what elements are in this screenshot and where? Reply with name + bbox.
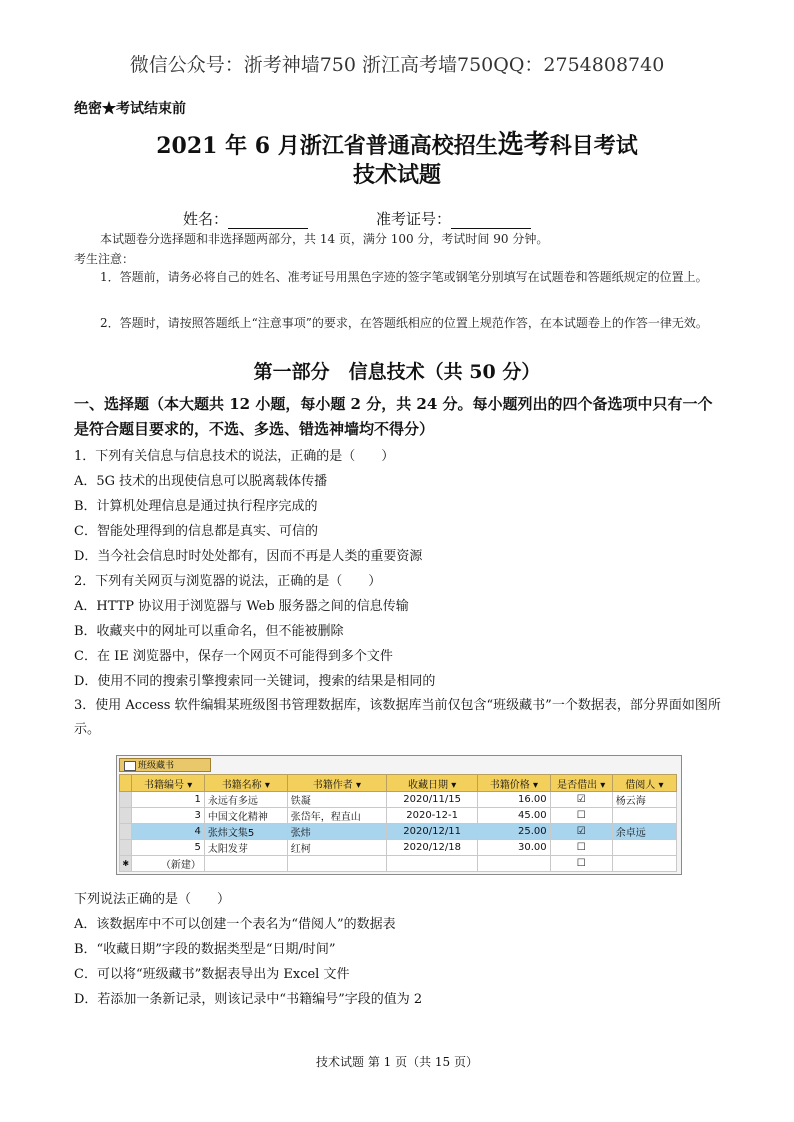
id-field: [376, 208, 531, 229]
column-header: 收藏日期 ▾: [387, 775, 478, 792]
cell-date: 2020/12/11: [387, 824, 478, 840]
table-row-selected: [120, 824, 677, 840]
title-part-a: 2021 年 6 月浙江省普通高校招生: [156, 133, 498, 159]
notice-item-1: 1．答题前，请务必将自己的姓名、准考证号用黑色字迹的签字笔或钢笔分别填写在试题卷和答题纸规定的位置上。: [100, 270, 708, 284]
cell-empty: [612, 856, 676, 872]
q3-option-b: B．“收藏日期”字段的数据类型是“日期/时间”: [74, 942, 336, 957]
table-icon: [124, 761, 136, 771]
cell-author: 红柯: [287, 840, 386, 856]
q2-option-d: D．使用不同的搜索引擎搜索同一关键词，搜索的结果是相同的: [74, 674, 436, 689]
cell-date: 2020-12-1: [387, 808, 478, 824]
part-title: 第一部分 信息技术（共 50 分）: [253, 361, 541, 383]
row-selector: [120, 808, 132, 824]
cell-price: 16.00: [478, 792, 550, 808]
cell-empty: [387, 856, 478, 872]
cell-author: 铁凝: [287, 792, 386, 808]
q3-option-c: C．可以将“班级藏书”数据表导出为 Excel 文件: [74, 967, 350, 982]
id-blank: [451, 214, 531, 229]
exam-subtitle: 技术试题: [352, 162, 441, 188]
table-tab-label: 班级藏书: [138, 761, 175, 771]
new-record-label: （新建）: [132, 856, 204, 872]
cell-name: 中国文化精神: [204, 808, 287, 824]
corner-cell: [120, 775, 132, 792]
name-blank: [228, 214, 308, 229]
cell-author: 张炜: [287, 824, 386, 840]
cell-date: 2020/12/18: [387, 840, 478, 856]
cell-borrower: 余卓远: [612, 824, 676, 840]
cell-id: 3: [132, 808, 204, 824]
row-selector: [120, 792, 132, 808]
cell-id: 1: [132, 792, 204, 808]
cell-borrower: [612, 808, 676, 824]
q2-option-c: C．在 IE 浏览器中，保存一个网页不可能得到多个文件: [74, 649, 393, 664]
title-part-b: 选考: [497, 130, 550, 160]
cell-borrower: 杨云海: [612, 792, 676, 808]
cell-lent-checkbox: ☐: [550, 840, 612, 856]
title-part-c: 科目考试: [549, 133, 638, 159]
cell-price: 25.00: [478, 824, 550, 840]
q3-followup: 下列说法正确的是（ ）: [74, 892, 231, 907]
watermark-text: 微信公众号：浙考神墙750 浙江高考墙750QQ：2754808740: [129, 54, 665, 76]
new-record-row: [120, 856, 677, 872]
row-selector: [120, 840, 132, 856]
page-footer: 技术试题 第 1 页（共 15 页）: [316, 1055, 478, 1069]
cell-id: 4: [132, 824, 204, 840]
cell-author: 张岱年，程直山: [287, 808, 386, 824]
cell-borrower: [612, 840, 676, 856]
id-label: 准考证号：: [376, 210, 452, 228]
access-table-screenshot: [116, 755, 682, 875]
exam-title: [0, 124, 794, 161]
q3-stem: 3．使用 Access 软件编辑某班级图书管理数据库，该数据库当前仅包含“班级藏书”一个数据表，部分界面如图所示。: [74, 698, 721, 737]
q3-option-a: A．该数据库中不可以创建一个表名为“借阅人”的数据表: [74, 917, 396, 932]
column-header: 书籍价格 ▾: [478, 775, 550, 792]
notice-item-2: 2．答题时，请按照答题纸上“注意事项”的要求，在答题纸相应的位置上规范作答，在本试题卷上的作答一律无效。: [100, 316, 708, 330]
q2-option-a: A．HTTP 协议用于浏览器与 Web 服务器之间的信息传输: [74, 599, 409, 614]
new-row-marker: ✱: [120, 856, 132, 872]
table-row: [120, 840, 677, 856]
section-title: 一、选择题（本大题共 12 小题，每小题 2 分，共 24 分。每小题列出的四个备选项中只有一个是符合题目要求的，不选、多选、错选神墙均不得分）: [74, 395, 713, 438]
cell-name: 永远有多远: [204, 792, 287, 808]
name-field: [183, 208, 308, 229]
cell-empty: [204, 856, 287, 872]
q1-option-a: A．5G 技术的出现使信息可以脱离载体传播: [74, 474, 328, 489]
q1-option-b: B．计算机处理信息是通过执行程序完成的: [74, 499, 318, 514]
notice-title: 考生注意：: [74, 252, 135, 266]
name-label: 姓名：: [183, 210, 229, 228]
intro-text: 本试题卷分选择题和非选择题两部分，共 14 页，满分 100 分，考试时间 90 分钟。: [100, 232, 549, 246]
cell-lent-checkbox: ☐: [550, 808, 612, 824]
row-selector: [120, 824, 132, 840]
table-row: [120, 808, 677, 824]
q2-option-b: B．收藏夹中的网址可以重命名，但不能被删除: [74, 624, 344, 639]
cell-date: 2020/11/15: [387, 792, 478, 808]
column-header: 书籍作者 ▾: [287, 775, 386, 792]
q3-option-d: D．若添加一条新记录，则该记录中“书籍编号”字段的值为 2: [74, 992, 423, 1007]
cell-lent-checkbox: ☑: [550, 824, 612, 840]
cell-empty: [287, 856, 386, 872]
table-tab: [119, 758, 211, 772]
cell-name: 张炜文集5: [204, 824, 287, 840]
cell-lent-checkbox: ☑: [550, 792, 612, 808]
table-row: [120, 792, 677, 808]
column-header: 书籍名称 ▾: [204, 775, 287, 792]
column-header: 是否借出 ▾: [550, 775, 612, 792]
q1-option-c: C．智能处理得到的信息都是真实、可信的: [74, 524, 318, 539]
cell-lent-checkbox: ☐: [550, 856, 612, 872]
cell-price: 30.00: [478, 840, 550, 856]
cell-name: 太阳发芽: [204, 840, 287, 856]
column-header: 书籍编号 ▾: [132, 775, 204, 792]
header-row: [120, 775, 677, 792]
q1-stem: 1．下列有关信息与信息技术的说法，正确的是（ ）: [74, 449, 395, 464]
data-grid: [119, 774, 677, 872]
cell-empty: [478, 856, 550, 872]
q1-option-d: D．当今社会信息时时处处都有，因而不再是人类的重要资源: [74, 549, 423, 564]
cell-price: 45.00: [478, 808, 550, 824]
column-header: 借阅人 ▾: [612, 775, 676, 792]
cell-id: 5: [132, 840, 204, 856]
confidential-label: 绝密★考试结束前: [74, 101, 186, 117]
q2-stem: 2．下列有关网页与浏览器的说法，正确的是（ ）: [74, 574, 382, 589]
